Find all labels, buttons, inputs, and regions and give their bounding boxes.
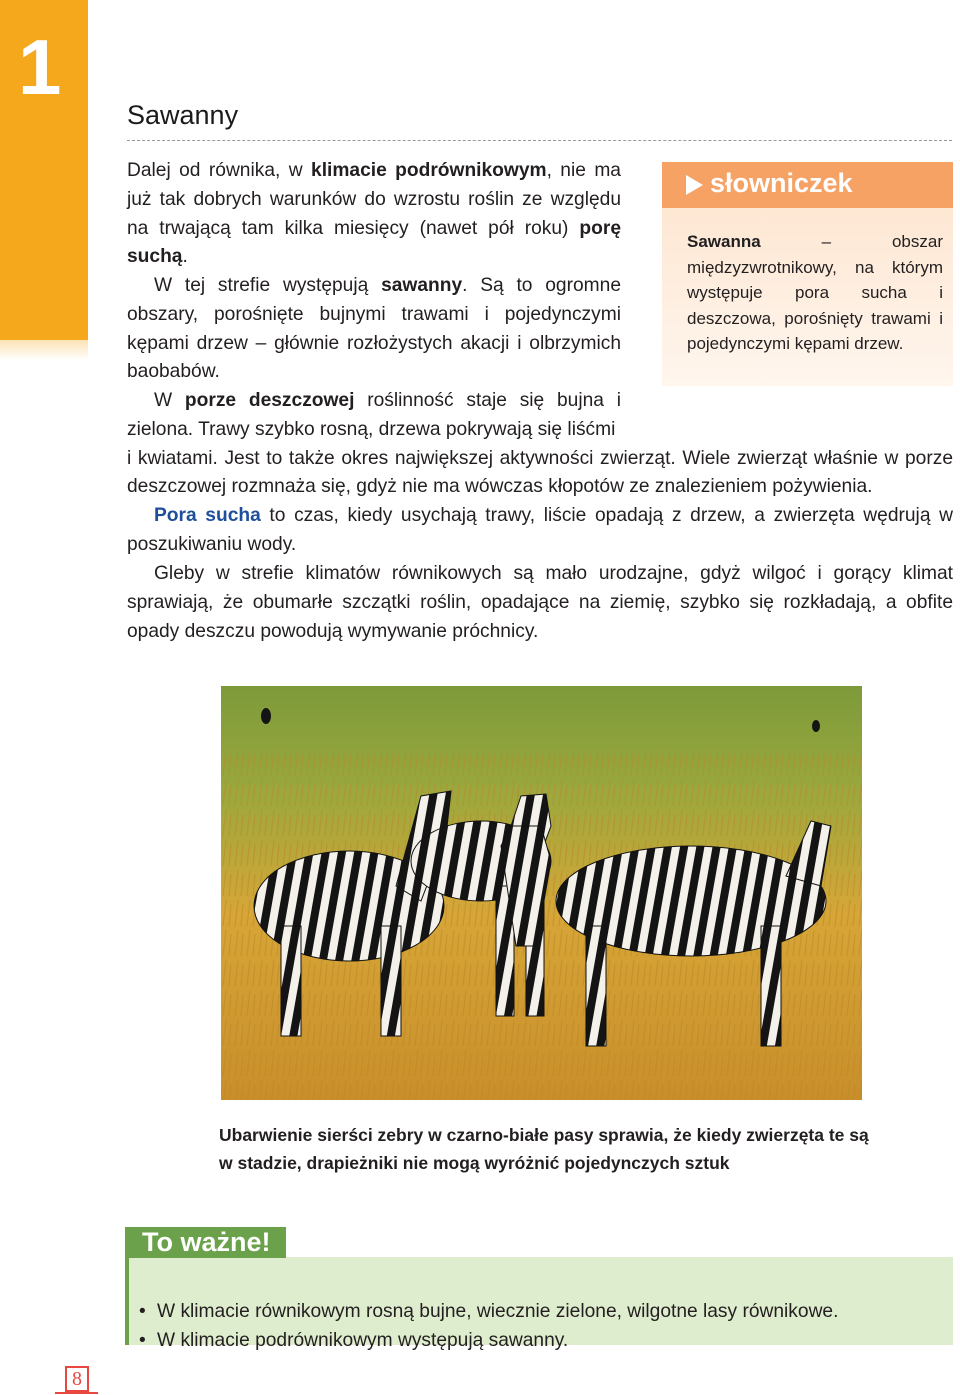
glossary-header: [662, 162, 953, 208]
title-divider: [127, 140, 952, 141]
glossary-definition: – obszar międzyzwrotnikowy, na którym występuje pora sucha i deszczowa, porośnięty trawami i pojedynczymi kępami drzew.: [687, 232, 943, 353]
zebra-photo: [221, 686, 862, 1100]
important-label: To ważne!: [125, 1227, 286, 1258]
page-number: 8: [65, 1366, 89, 1392]
emphasized-term: Pora sucha: [154, 505, 261, 526]
play-arrow-icon: [686, 175, 703, 195]
emphasized-term: sawanny: [381, 275, 463, 296]
paragraph-dry-season: [127, 502, 953, 560]
chapter-tab-fade: [0, 300, 88, 360]
emphasized-term: porze deszczowej: [184, 390, 355, 411]
zebra-herd-illustration: [221, 686, 862, 1100]
important-box: [125, 1227, 953, 1351]
text-run: to czas, kiedy usychają trawy, liście opadają z drzew, a zwierzęta wędrują w poszukiwaniu wody.: [127, 505, 953, 555]
glossary-box: [662, 162, 953, 386]
paragraph-subequatorial-climate: [127, 157, 621, 272]
text-run: , nie ma już tak dobrych warunków do wzrostu roślin ze względu na trwającą tam kilka miesięcy (nawet pół roku): [127, 160, 621, 239]
important-item: • W klimacie podrównikowym występują sawanny.: [139, 1326, 838, 1355]
page-number-rule: [55, 1392, 98, 1394]
important-item: • W klimacie równikowym rosną bujne, wiecznie zielone, wilgotne lasy równikowe.: [139, 1297, 838, 1326]
chapter-number: 1: [18, 23, 62, 111]
important-list: [139, 1297, 838, 1355]
important-body: [125, 1257, 953, 1351]
paragraph-soils: Gleby w strefie klimatów równikowych są mało urodzajne, gdyż wilgoć i gorący klimat sprawiają, że obumarłe szczątki roślin, opadające na ziemię, szybko się rozkładają, a obfite opady deszczu powodują wymywanie próchnicy.: [127, 563, 953, 642]
photo-caption: Ubarwienie sierści zebry w czarno-białe pasy sprawia, że kiedy zwierzęta te są w stadzie, drapieżniki nie mogą wyróżnić pojedynczych sztuk: [219, 1125, 869, 1173]
text-run: roślinność staje się bujna i zielona. Trawy szybko rosną, drzewa pokrywają się liśćmi: [127, 390, 621, 440]
text-run: . Są to ogromne obszary, porośnięte bujnymi trawami i pojedynczymi kępami drzew – głównie rozłożystych akacji i olbrzymich baobabów.: [127, 275, 621, 383]
paragraph-rainy-season-lead: [127, 387, 621, 445]
text-run: W: [154, 390, 185, 411]
glossary-entry: [687, 229, 943, 357]
paragraph-savanna-definition: [127, 272, 621, 387]
text-run: Dalej od równika, w: [127, 160, 312, 181]
text-run: W tej strefie występują: [154, 275, 382, 296]
paragraph-rainy-season: [127, 387, 953, 502]
emphasized-term: porę suchą: [127, 217, 621, 268]
paragraph-rainy-season-rest: i kwiatami. Jest to także okres największej aktywności zwierząt. Wiele zwierząt właśnie w porze deszczowej rozmnaża się, gdyż nie ma wówczas kłopotów ze znalezieniem pożywienia.: [127, 447, 953, 498]
text-run: .: [182, 246, 188, 268]
glossary-term: Sawanna: [687, 232, 761, 251]
section-title: Sawanny: [127, 100, 239, 130]
glossary-title: słowniczek: [710, 168, 853, 198]
emphasized-term: klimacie podrównikowym: [311, 160, 547, 181]
